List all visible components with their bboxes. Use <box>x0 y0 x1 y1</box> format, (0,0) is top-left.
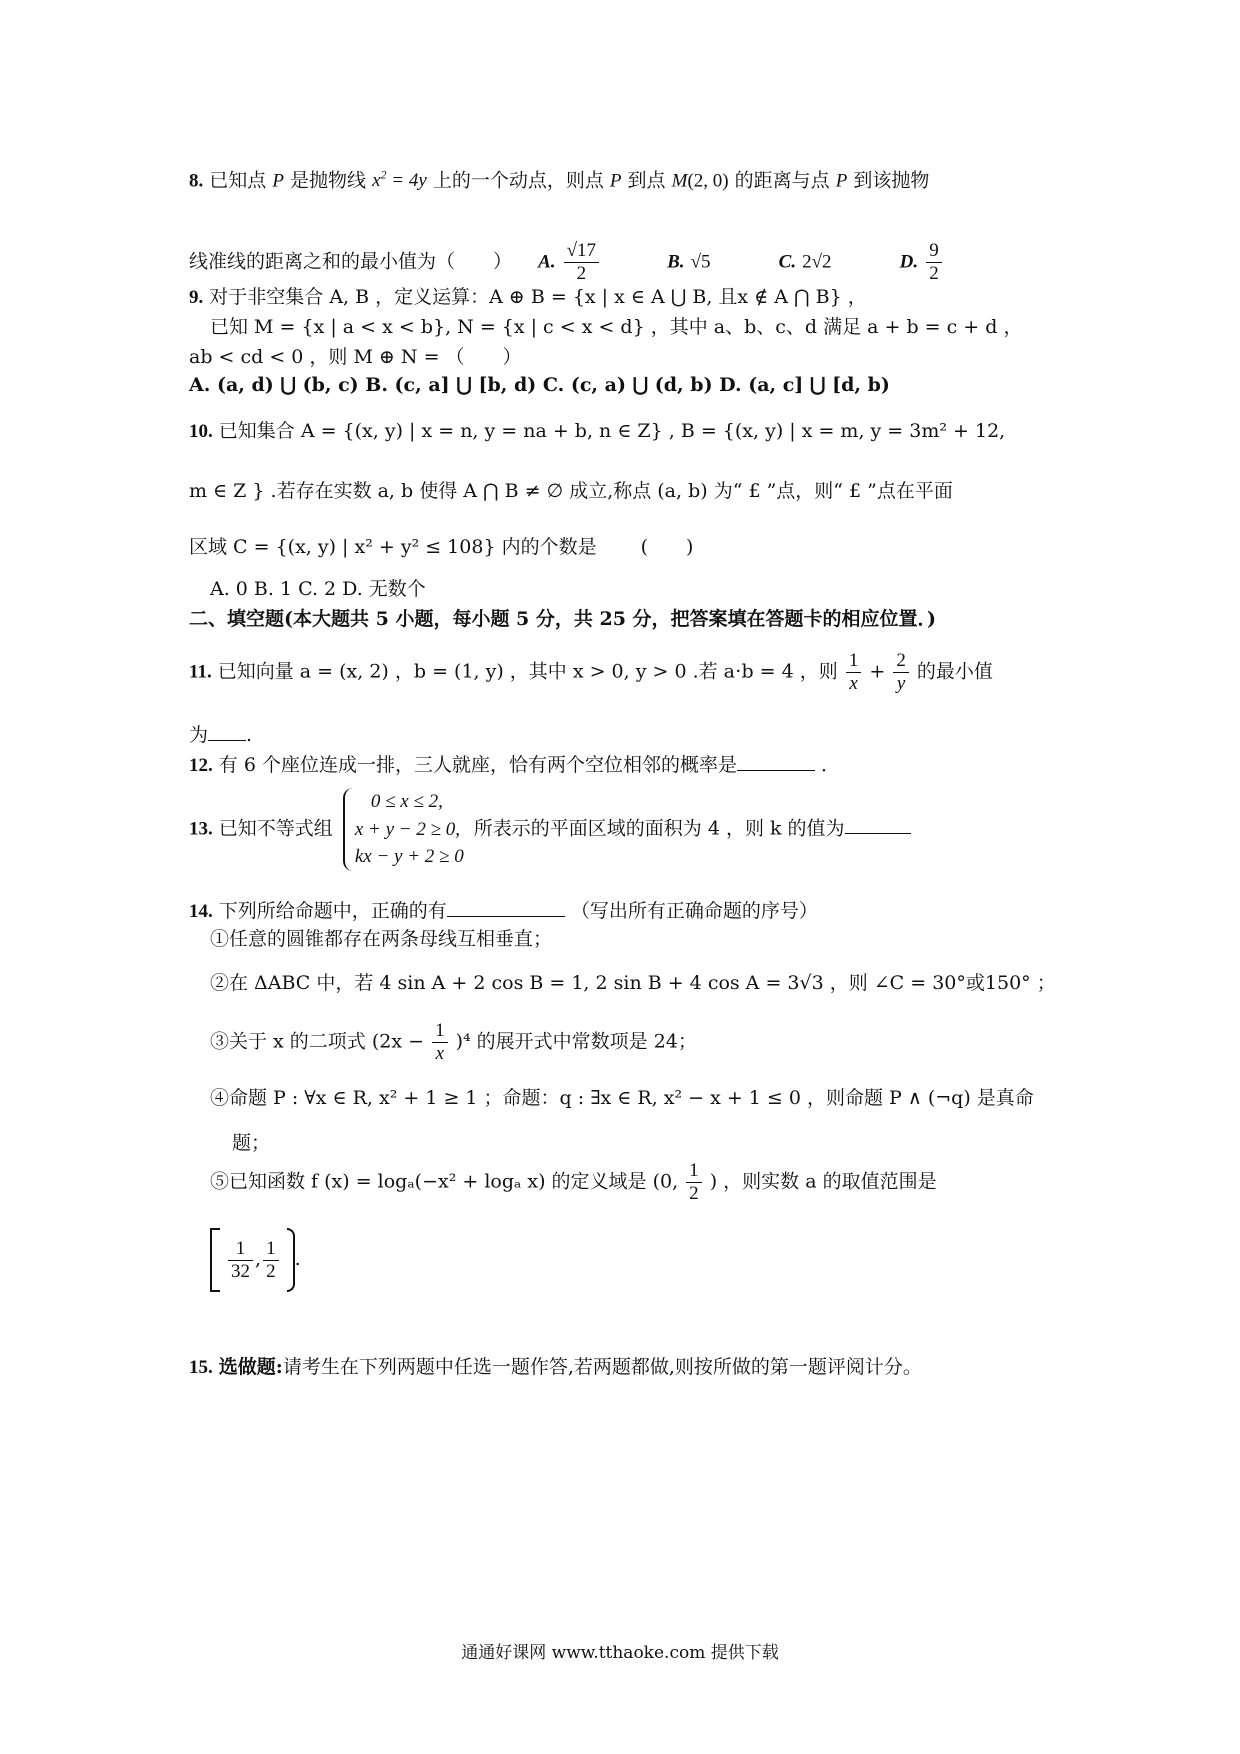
right-paren <box>287 1228 295 1292</box>
question-10-line1: 10. 已知集合 A = {(x, y) | x = n, y = na + b, n ∈ Z} , B = {(x, y) | x = m, y = 3m² + 12, <box>189 420 1006 442</box>
question-15: 15. 选做题:请考生在下列两题中任选一题作答,若两题都做,则按所做的第一题评阅计分。 <box>189 1356 922 1378</box>
answer-blank <box>447 898 565 917</box>
inequality-system: 0 ≤ x ≤ 2, x + y − 2 ≥ 0, kx − y + 2 ≥ 0 <box>343 788 464 871</box>
question-9-line1: 9. 对于非空集合 A, B ，定义运算：A ⊕ B = {x | x ∈ A ⋃ B, 且x ∉ A ⋂ B} ， <box>189 286 867 308</box>
answer-blank <box>737 752 815 771</box>
question-10-line3: 区域 C = {(x, y) | x² + y² ≤ 108} 内的个数是 ( ) <box>189 536 694 558</box>
question-8-line1: 8. 已知点 P 是抛物线 $x^2 = 4y$ 上的一个动点，则点 P 到点 M(2, 0) 的距离与点 P 到该抛物 <box>189 168 930 192</box>
page-footer: 通通好课网 www.tthaoke.com 提供下载 <box>461 1643 779 1663</box>
question-11-line1: 11. 已知向量 a = (x, 2) ，b = (1, y) ，其中 x > 0, y > 0 .若 a⋅b = 4 ，则 $\frac{1}{x}$ + $\frac{2}{y}$ 的最小值 <box>189 650 993 694</box>
q14-item-5: ⑤已知函数 f (x) = logₐ(−x² + logₐ x) 的定义域是 (0, $\frac{1}{2}$ ) ，则实数 a 的取值范围是 <box>210 1160 937 1204</box>
question-9-options: A. (a, d) ⋃ (b, c) B. (c, a] ⋃ [b, d) C. (c, a) ⋃ (d, b) D. (a, c] ⋃ [d, b) <box>189 374 890 396</box>
q14-item-2: ②在 ΔABC 中，若 4 sin A + 2 cos B = 1, 2 sin B + 4 cos A = 3√3 ，则 ∠C = 30°或150° ； <box>210 972 1056 994</box>
option-d-fraction: $\frac{9}{2}$ <box>926 240 942 285</box>
question-13: 13. 已知不等式组 0 ≤ x ≤ 2, x + y − 2 ≥ 0, kx − y + 2 ≥ 0 所表示的平面区域的面积为 4 ，则 k 的值为 <box>189 788 911 871</box>
left-bracket <box>210 1228 220 1292</box>
q14-item-4: ④命题 P : ∀x ∈ R, x² + 1 ≥ 1 ；命题：q : ∃x ∈ R, x² − x + 1 ≤ 0 ，则命题 P ∧ (¬q) 是真命 <box>210 1087 1034 1109</box>
question-10-options: A. 0 B. 1 C. 2 D. 无数个 <box>210 578 426 600</box>
question-9-line2: 已知 M = {x | a < x < b}, N = {x | c < x < d} ，其中 a、b、c、d 满足 a + b = c + d ， <box>210 316 1023 338</box>
q14-item-4-cont: 题； <box>232 1132 271 1154</box>
question-9-line3: ab < cd < 0 ，则 M ⊕ N = （ ） <box>189 346 522 368</box>
question-number: 8. <box>189 170 204 192</box>
question-14-stem: 14. 下列所给命题中，正确的有 （写出所有正确命题的序号） <box>189 900 818 922</box>
question-8-line2: 线准线的距离之和的最小值为（ ） A. $\frac{√17}{2}$ B. √5 C. 2√2 D. $\frac{9}{2}$ <box>189 240 944 285</box>
q14-item-5-range: $\frac{1}{32}$ , $\frac{1}{2}$ . <box>210 1228 301 1292</box>
section-2-heading: 二、填空题(本大题共 5 小题，每小题 5 分，共 25 分，把答案填在答题卡的相应位置．) <box>189 608 937 630</box>
answer-blank <box>208 722 246 741</box>
question-12: 12. 有 6 个座位连成一排，三人就座，恰有两个空位相邻的概率是 ． <box>189 754 841 776</box>
q14-item-1: ①任意的圆锥都存在两条母线互相垂直； <box>210 928 553 950</box>
option-a-fraction: $\frac{√17}{2}$ <box>564 240 599 285</box>
question-10-line2: m ∈ Z } .若存在实数 a, b 使得 A ⋂ B ≠ ∅ 成立,称点 (a, b) 为“ £ ”点，则“ £ ”点在平面 <box>189 480 953 502</box>
answer-blank <box>845 815 911 834</box>
q14-item-3: ③关于 x 的二项式 (2x − $\frac{1}{x}$ )⁴ 的展开式中常数项是 24； <box>210 1020 697 1064</box>
question-11-line2: 为 . <box>189 724 253 746</box>
